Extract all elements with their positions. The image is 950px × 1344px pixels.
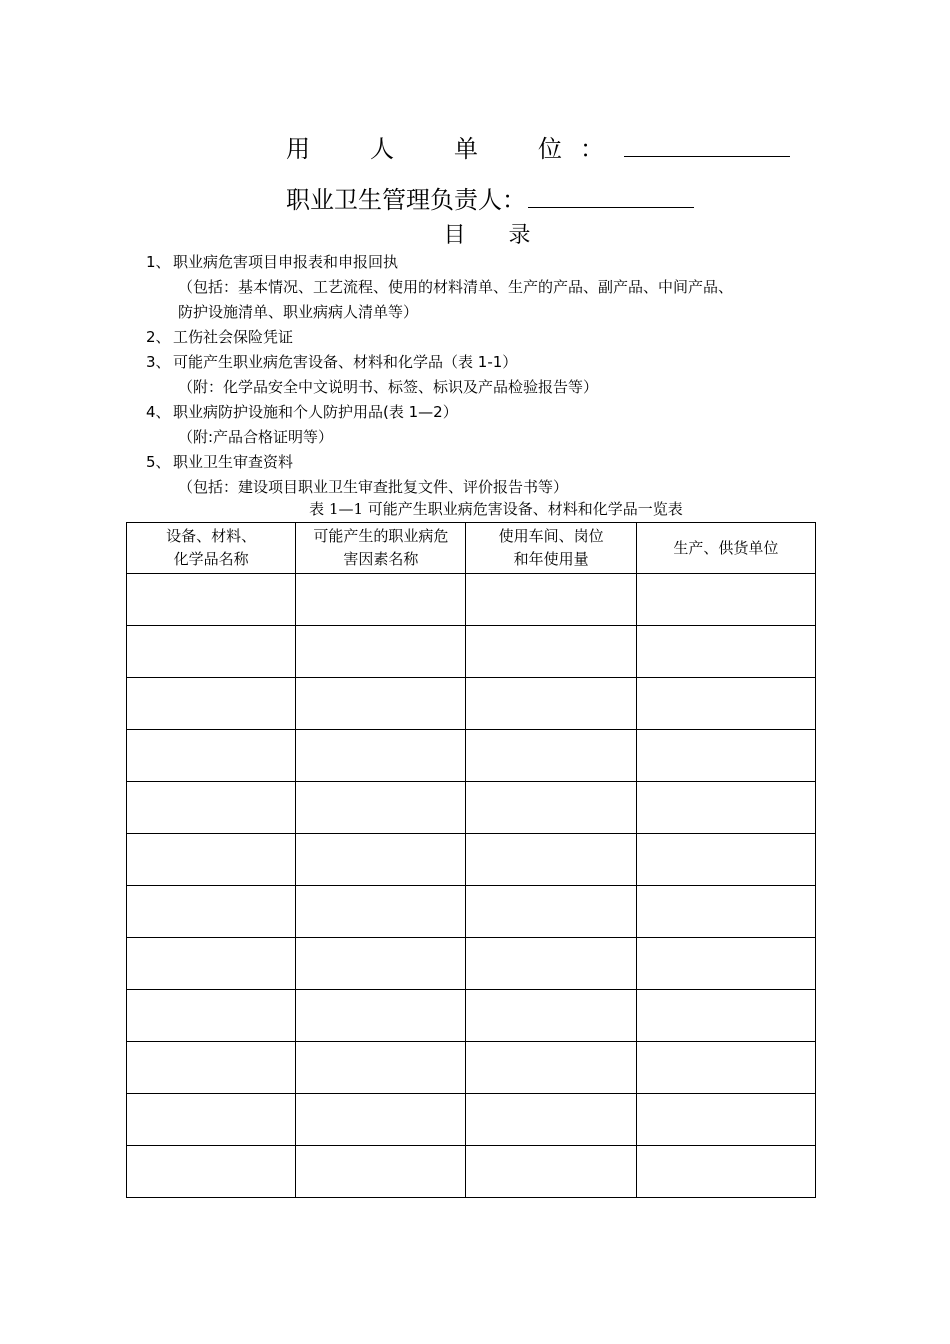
toc-list [146, 250, 846, 500]
table-header-text: 害因素名称 [343, 550, 419, 568]
table-row [127, 834, 816, 886]
toc-item-note: （包括：建设项目职业卫生审查批复文件、评价报告书等） [178, 478, 569, 496]
toc-item-number: 3、 [146, 353, 171, 371]
toc-item-number: 2、 [146, 328, 171, 346]
toc-title: 目 录 [443, 223, 549, 248]
table-cell[interactable] [127, 678, 296, 730]
table-row [127, 730, 816, 782]
table-cell[interactable] [636, 990, 815, 1042]
table-row [127, 782, 816, 834]
table-row [127, 990, 816, 1042]
toc-item [146, 350, 846, 375]
table-cell[interactable] [636, 1042, 815, 1094]
table-cell[interactable] [636, 1146, 815, 1198]
table-cell[interactable] [636, 730, 815, 782]
table-cell[interactable] [466, 1094, 636, 1146]
table-header-text: 使用车间、岗位 [498, 527, 604, 545]
table-cell[interactable] [296, 834, 466, 886]
table-cell[interactable] [127, 1146, 296, 1198]
table-header-cell [127, 523, 296, 574]
toc-item-note: （包括：基本情况、工艺流程、使用的材料清单、生产的产品、副产品、中间产品、 [178, 278, 734, 296]
table-cell[interactable] [636, 678, 815, 730]
table-cell[interactable] [296, 574, 466, 626]
table-row [127, 938, 816, 990]
toc-item-text: 职业卫生审查资料 [173, 453, 294, 471]
table-header-text: 可能产生的职业病危 [313, 527, 449, 545]
table-cell[interactable] [466, 626, 636, 678]
toc-item-text: 职业病防护设施和个人防护用品(表 1—2） [173, 403, 458, 421]
toc-item-text: 职业病危害项目申报表和申报回执 [173, 253, 399, 271]
table-cell[interactable] [127, 990, 296, 1042]
table-row [127, 886, 816, 938]
table-cell[interactable] [466, 730, 636, 782]
toc-item-text: 可能产生职业病危害设备、材料和化学品（表 1-1） [173, 353, 518, 371]
table-cell[interactable] [296, 1042, 466, 1094]
table-cell[interactable] [466, 1146, 636, 1198]
table-cell[interactable] [127, 782, 296, 834]
table-cell[interactable] [466, 886, 636, 938]
table-cell[interactable] [466, 678, 636, 730]
table-row [127, 1146, 816, 1198]
manager-blank[interactable] [528, 187, 694, 208]
toc-item [146, 450, 846, 475]
table-cell[interactable] [636, 938, 815, 990]
table-cell[interactable] [296, 886, 466, 938]
table-header-cell [636, 523, 815, 574]
table-cell[interactable] [466, 782, 636, 834]
table-row [127, 626, 816, 678]
toc-item-note: 防护设施清单、职业病病人清单等） [178, 303, 419, 321]
table-cell[interactable] [127, 626, 296, 678]
toc-item [146, 325, 846, 350]
table-cell[interactable] [127, 834, 296, 886]
table-cell[interactable] [466, 990, 636, 1042]
table-cell[interactable] [127, 574, 296, 626]
table-cell[interactable] [296, 938, 466, 990]
table-cell[interactable] [296, 1094, 466, 1146]
manager-field [286, 185, 694, 215]
table-cell[interactable] [296, 1146, 466, 1198]
table-cell[interactable] [636, 1094, 815, 1146]
table-cell[interactable] [636, 626, 815, 678]
table-row [127, 574, 816, 626]
table-cell[interactable] [296, 626, 466, 678]
toc-item-number: 4、 [146, 403, 171, 421]
employer-label: 用 人 单 位： [286, 135, 622, 163]
table-header-cell [296, 523, 466, 574]
table-cell[interactable] [127, 1094, 296, 1146]
table-header-text: 设备、材料、 [166, 527, 257, 545]
manager-label: 职业卫生管理负责人： [286, 186, 526, 214]
table-cell[interactable] [636, 886, 815, 938]
table-cell[interactable] [636, 834, 815, 886]
table-cell[interactable] [127, 886, 296, 938]
table-header-text: 和年使用量 [513, 550, 589, 568]
hazard-table [126, 522, 816, 1198]
table-cell[interactable] [466, 834, 636, 886]
table-header-text: 生产、供货单位 [673, 538, 779, 557]
table-cell[interactable] [127, 1042, 296, 1094]
table-row [127, 678, 816, 730]
employer-blank[interactable] [624, 136, 790, 157]
table-caption: 表 1—1 可能产生职业病危害设备、材料和化学品一览表 [309, 500, 683, 518]
table-cell[interactable] [466, 574, 636, 626]
toc-item-text: 工伤社会保险凭证 [173, 328, 294, 346]
toc-item-note: （附：化学品安全中文说明书、标签、标识及产品检验报告等） [178, 378, 599, 396]
toc-item-note: （附:产品合格证明等） [178, 428, 334, 446]
toc-item [146, 400, 846, 425]
toc-item-number: 5、 [146, 453, 171, 471]
table-cell[interactable] [127, 730, 296, 782]
toc-item [146, 250, 846, 275]
table-cell[interactable] [466, 938, 636, 990]
table-row [127, 1094, 816, 1146]
table-header-cell [466, 523, 636, 574]
employer-field [286, 134, 790, 164]
table-cell[interactable] [296, 730, 466, 782]
toc-item-number: 1、 [146, 253, 171, 271]
table-cell[interactable] [296, 990, 466, 1042]
table-row [127, 1042, 816, 1094]
table-header-text: 化学品名称 [173, 550, 249, 568]
table-cell[interactable] [127, 938, 296, 990]
table-cell[interactable] [636, 782, 815, 834]
table-header-row [127, 523, 816, 574]
table-cell[interactable] [466, 1042, 636, 1094]
table-cell[interactable] [296, 678, 466, 730]
table-cell[interactable] [296, 782, 466, 834]
table-cell[interactable] [636, 574, 815, 626]
